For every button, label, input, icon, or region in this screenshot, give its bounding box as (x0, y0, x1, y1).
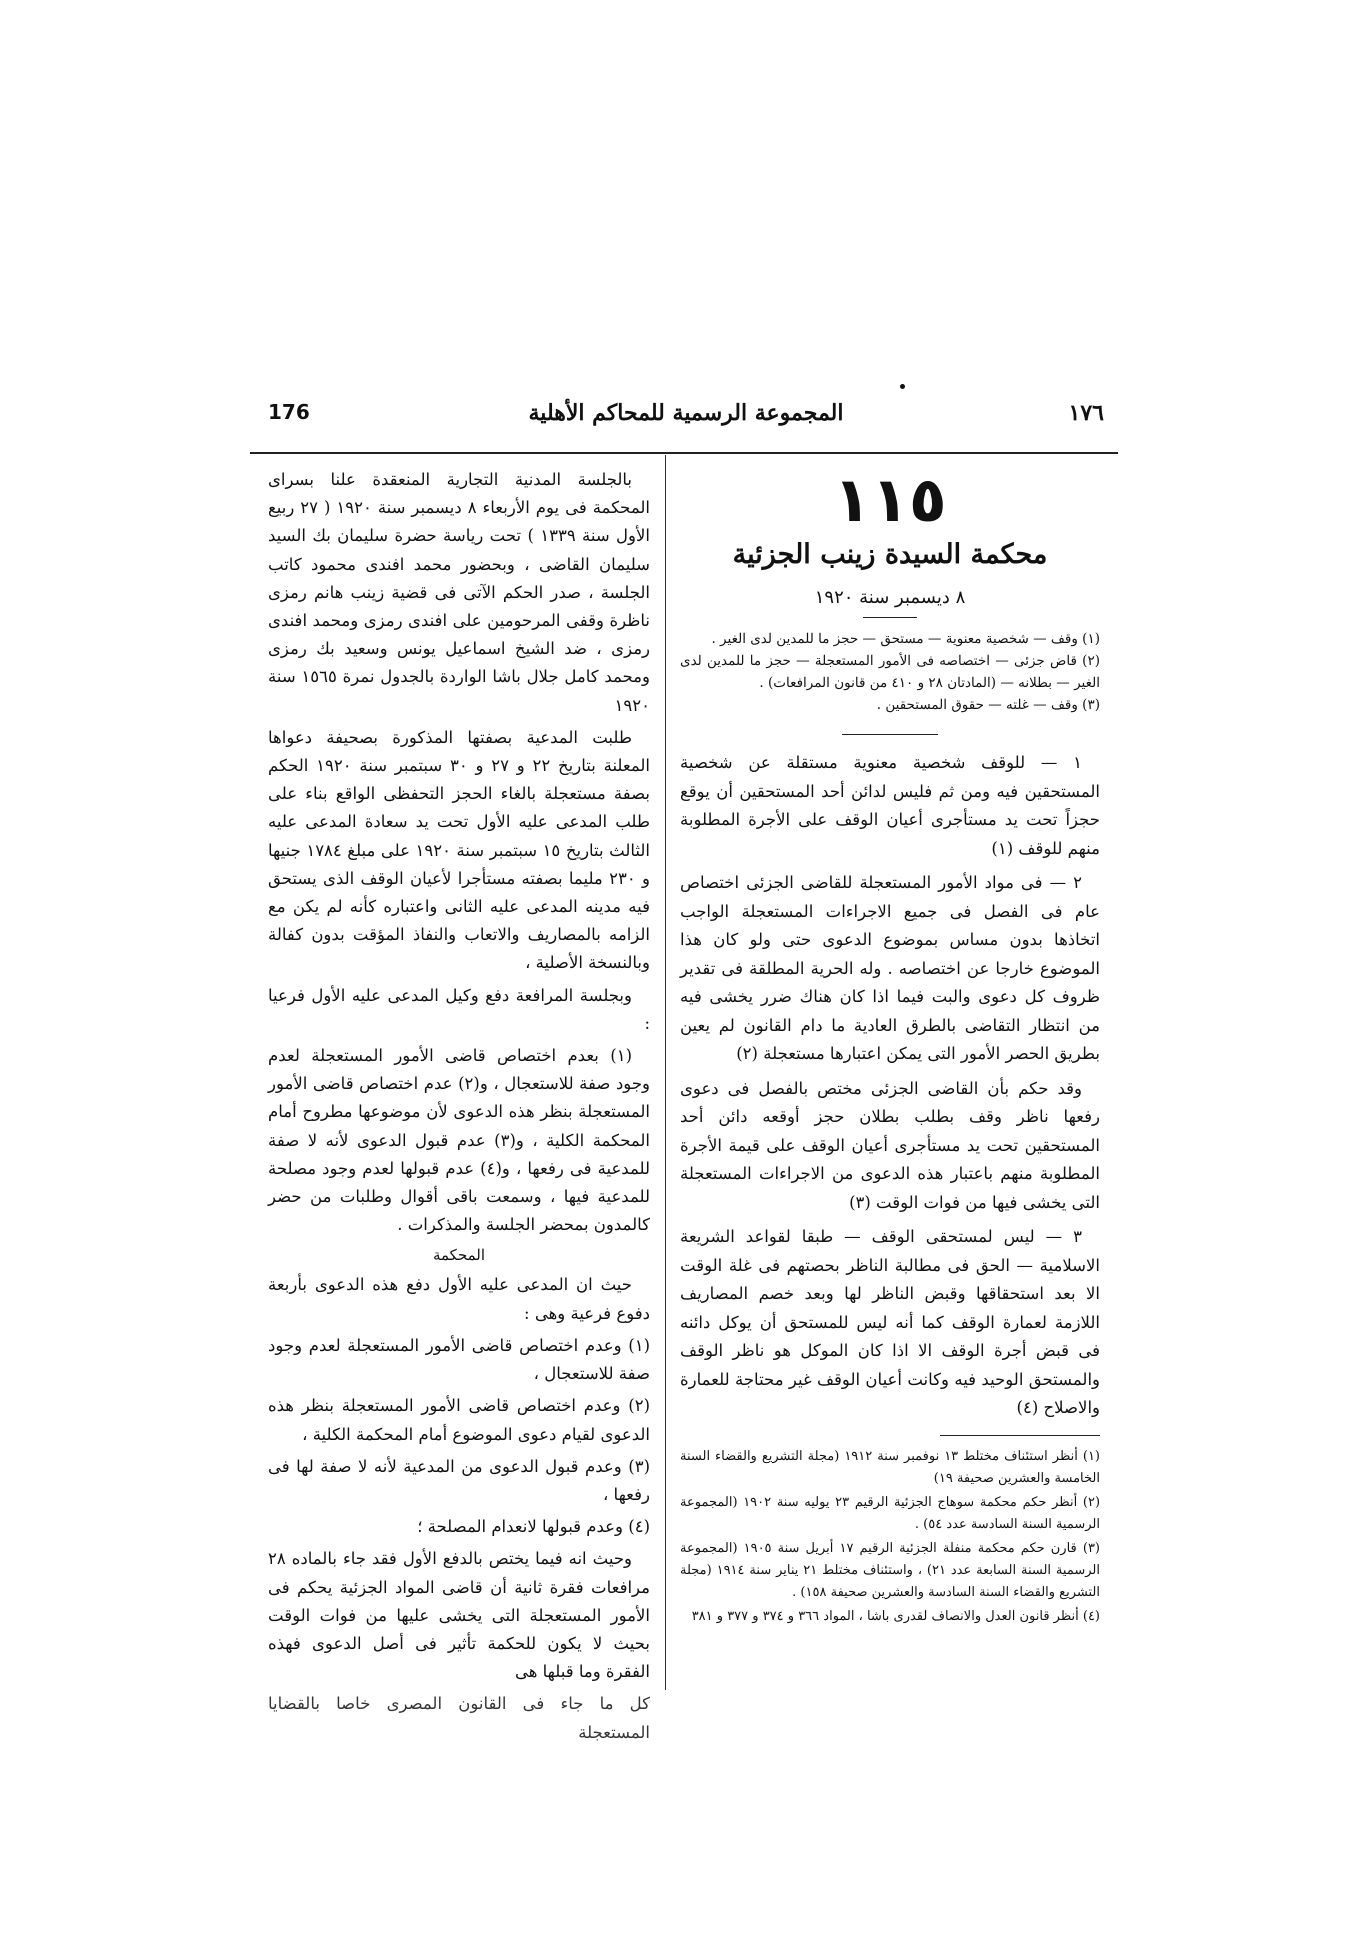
defense-items: (١) بعدم اختصاص قاضى الأمور المستعجلة لعدم وجود صفة للاستعجال ، و(٢) عدم اختصاص قاضى الأمور المستعجلة بنظر هذه الدعوى لأن موضوعها مطروح أمام المحكمة الكلية ، و(٣) عدم قبول الدعوى لأنه لا صفة للمدعية فى رفعها ، و(٤) عدم قبولها لعدم وجود مصلحة للمدعية فيها ، وسمعت باقى أقوال وطلبات من حضر كالمدون بمحضر الجلسة والمذكرات . (268, 1046, 650, 1235)
footnote: (٣) قارن حكم محكمة منفلة الجزئية الرقيم ١٧ أبريل سنة ١٩٠٥ (المجموعة الرسمية السنة السابعة عدد ٢١) ، واستئناف مختلط ٢١ يناير سنة ١٩١٤ (مجلة التشريع والقضاء السنة السادسة والعشرين صحيفة ١٥٨) . (680, 1540, 1100, 1600)
footnote: (١) أنظر استئناف مختلط ١٣ نوفمبر سنة ١٩١٢ (مجلة التشريع والقضاء السنة الخامسة والعشرين صحيفة ١٩) (680, 1448, 1100, 1486)
running-header (268, 400, 1104, 436)
case-date: ٨ ديسمبر سنة ١٩٢٠ (814, 587, 966, 608)
headnote-rule (842, 734, 938, 735)
court-name: محكمة السيدة زينب الجزئية (732, 539, 1048, 570)
page-number-arabic: ١٧٦ (1068, 400, 1104, 426)
plea-item: (٢) وعدم اختصاص قاضى الأمور المستعجلة بنظر هذه الدعوى لقيام دعوى الموضوع أمام المحكمة الكلية ، (268, 1396, 650, 1444)
section-heading: المحكمة (432, 1246, 486, 1265)
footnote: (٢) أنظر حكم محكمة سوهاج الجزئية الرقيم ٢٣ يوليه سنة ١٩٠٢ (المجموعة الرسمية السنة السادسة عدد ٥٤) . (680, 1494, 1101, 1532)
headnote: (١) وقف — شخصية معنوية — مستحق — حجز ما للمدين لدى الغير . (711, 631, 1100, 647)
cut-off-line: كل ما جاء فى القانون المصرى خاصا بالقضايا المستعجلة (268, 1694, 650, 1742)
principle-paragraph: ١ — للوقف شخصية معنوية مستقلة عن شخصية المستحقين فيه ومن ثم فليس لدائن أحد المستحقين أن يوقع حجزاً تحت يد مستأجرى أعيان الوقف على الأجرة المطلوبة منهم للوقف (١) (680, 753, 1100, 858)
reasoning-intro: حيث ان المدعى عليه الأول دفع هذه الدعوى بأربعة دفوع فرعية وهى : (268, 1275, 650, 1323)
judgment-column (268, 466, 651, 1742)
plea-item: (١) وعدم اختصاص قاضى الأمور المستعجلة لعدم وجود صفة للاستعجال ، (268, 1335, 650, 1384)
case-column (680, 465, 1100, 1630)
date-rule (863, 617, 917, 618)
header-rule (250, 452, 1118, 454)
principle-paragraph: وقد حكم بأن القاضى الجزئى مختص بالفصل فى دعوى رفعها ناظر وقف بطلب بطلان حجز أوقعه دائن أحد المستحقين تحت يد مستأجرى أعيان الوقف على قيمة الأجرة المطلوبة منهم باعتبار هذه الدعوى من الاجراءات المستعجلة التى يخشى فيها من فوات الوقت (٣) (680, 1078, 1100, 1212)
case-number: ١١٥ (833, 463, 947, 536)
defense-intro: وبجلسة المرافعة دفع وكيل المدعى عليه الأول فرعيا : (268, 985, 650, 1033)
headnote: (٣) وقف — غلته — حقوق المستحقين . (876, 697, 1100, 713)
principle-paragraph: ٢ — فى مواد الأمور المستعجلة للقاضى الجزئى اختصاص عام فى الفصل فى جميع الاجراءات المستعجلة الواجب اتخاذها بدون مساس بموضوع الدعوى حتى ولو كان هذا الموضوع خارجا عن اختصاصه . وله الحرية المطلقة فى تقدير ظروف كل دعوى والبت فيما اذا كان هناك ضرر يخشى فيه من انتظار التقاضى بالطرق العادية ما دام القانون لم يعين بطريق الحصر الأمور التى يمكن اعتبارها مستعجلة (٢) (680, 873, 1100, 1063)
headnote: (٢) قاض جزئى — اختصاصه فى الأمور المستعجلة — حجز ما للمدين لدى الغير — بطلانه — (المادتان ٢٨ و ٤١٠ من قانون المرافعات) . (680, 653, 1100, 691)
principle-paragraph: ٣ — ليس لمستحقى الوقف — طبقا لقواعد الشريعة الاسلامية — الحق فى مطالبة الناظر بحصتهم فى غلة الوقت الا بعد استحقاقها وقبض الناظر لها وبعد خصم المصاريف اللازمة لعمارة الوقف كما أنه ليس للمستحق أن يوكل دائنه فى قبض أجرة الوقف الا اذا كان الموكل هو ناظر الوقف والمستحق الوحيد فيه وكانت أعيان الوقف غير محتاجة للعمارة والاصلاح (٤) (680, 1227, 1100, 1417)
plea-item: (٣) وعدم قبول الدعوى من المدعية لأنه لا صفة لها فى رفعها ، (268, 1456, 650, 1504)
ink-dot (900, 384, 905, 389)
footnote-rule (940, 1435, 1100, 1436)
claim-paragraph: طلبت المدعية بصفتها المذكورة بصحيفة دعواها المعلنة بتاريخ ٢٢ و ٢٧ و ٣٠ سبتمبر سنة ١٩٢٠ الحكم بصفة مستعجلة بالغاء الحجز التحفظى الواقع بناء على طلب المدعى عليه الأول تحت يد سعادة المدعى عليه الثالث بتاريخ ١٥ سبتمبر سنة ١٩٢٠ على مبلغ ١٧٨٤ جنيها و ٢٣٠ مليما بصفته مستأجرا لأعيان الوقف الذى يستحق فيه مدينه المدعى عليه الثانى واعتباره كأنه لم يكن مع الزامه بالمصاريف والاتعاب والنفاذ المؤقت بدون كفالة وبالنسخة الأصلية ، (268, 727, 651, 973)
reasoning-paragraph: وحيث انه فيما يختص بالدفع الأول فقد جاء بالماده ٢٨ مرافعات فقرة ثانية أن قاضى المواد الجزئية يحكم فى الأمور المستعجلة التى يخشى عليها من فوات الوقت بحيث لا يكون للحكمة تأثير فى أصل الدعوى فهذه الفقرة وما قبلها هى (268, 1549, 650, 1682)
journal-title: المجموعة الرسمية للمحاكم الأهلية (528, 400, 844, 426)
session-paragraph: بالجلسة المدنية التجارية المنعقدة علنا بسراى المحكمة فى يوم الأربعاء ٨ ديسمبر سنة ١٩٢٠ ( ٢٧ ربيع الأول سنة ١٣٣٩ ) تحت رياسة حضرة سليمان بك السيد سليمان القاضى ، وبحضور محمد افندى محمود كاتب الجلسة ، صدر الحكم الآتى فى قضية زينب هانم رمزى ناظرة وقفى المرحومين على افندى رمزى ومحمد افندى رمزى ، ضد الشيخ اسماعيل يونس وسعيد بك رمزى ومحمد كامل جلال باشا الواردة بالجدول نمرة ١٥٦٥ سنة ١٩٢٠ (268, 470, 650, 715)
plea-item: (٤) وعدم قبولها لانعدام المصلحة ؛ (417, 1517, 650, 1537)
column-divider (665, 455, 666, 1690)
page-number-latin: 176 (268, 400, 310, 424)
footnote: (٤) أنظر قانون العدل والانصاف لقدرى باشا ، المواد ٣٦٦ و ٣٧٤ و ٣٧٧ و ٣٨١ (691, 1608, 1100, 1624)
